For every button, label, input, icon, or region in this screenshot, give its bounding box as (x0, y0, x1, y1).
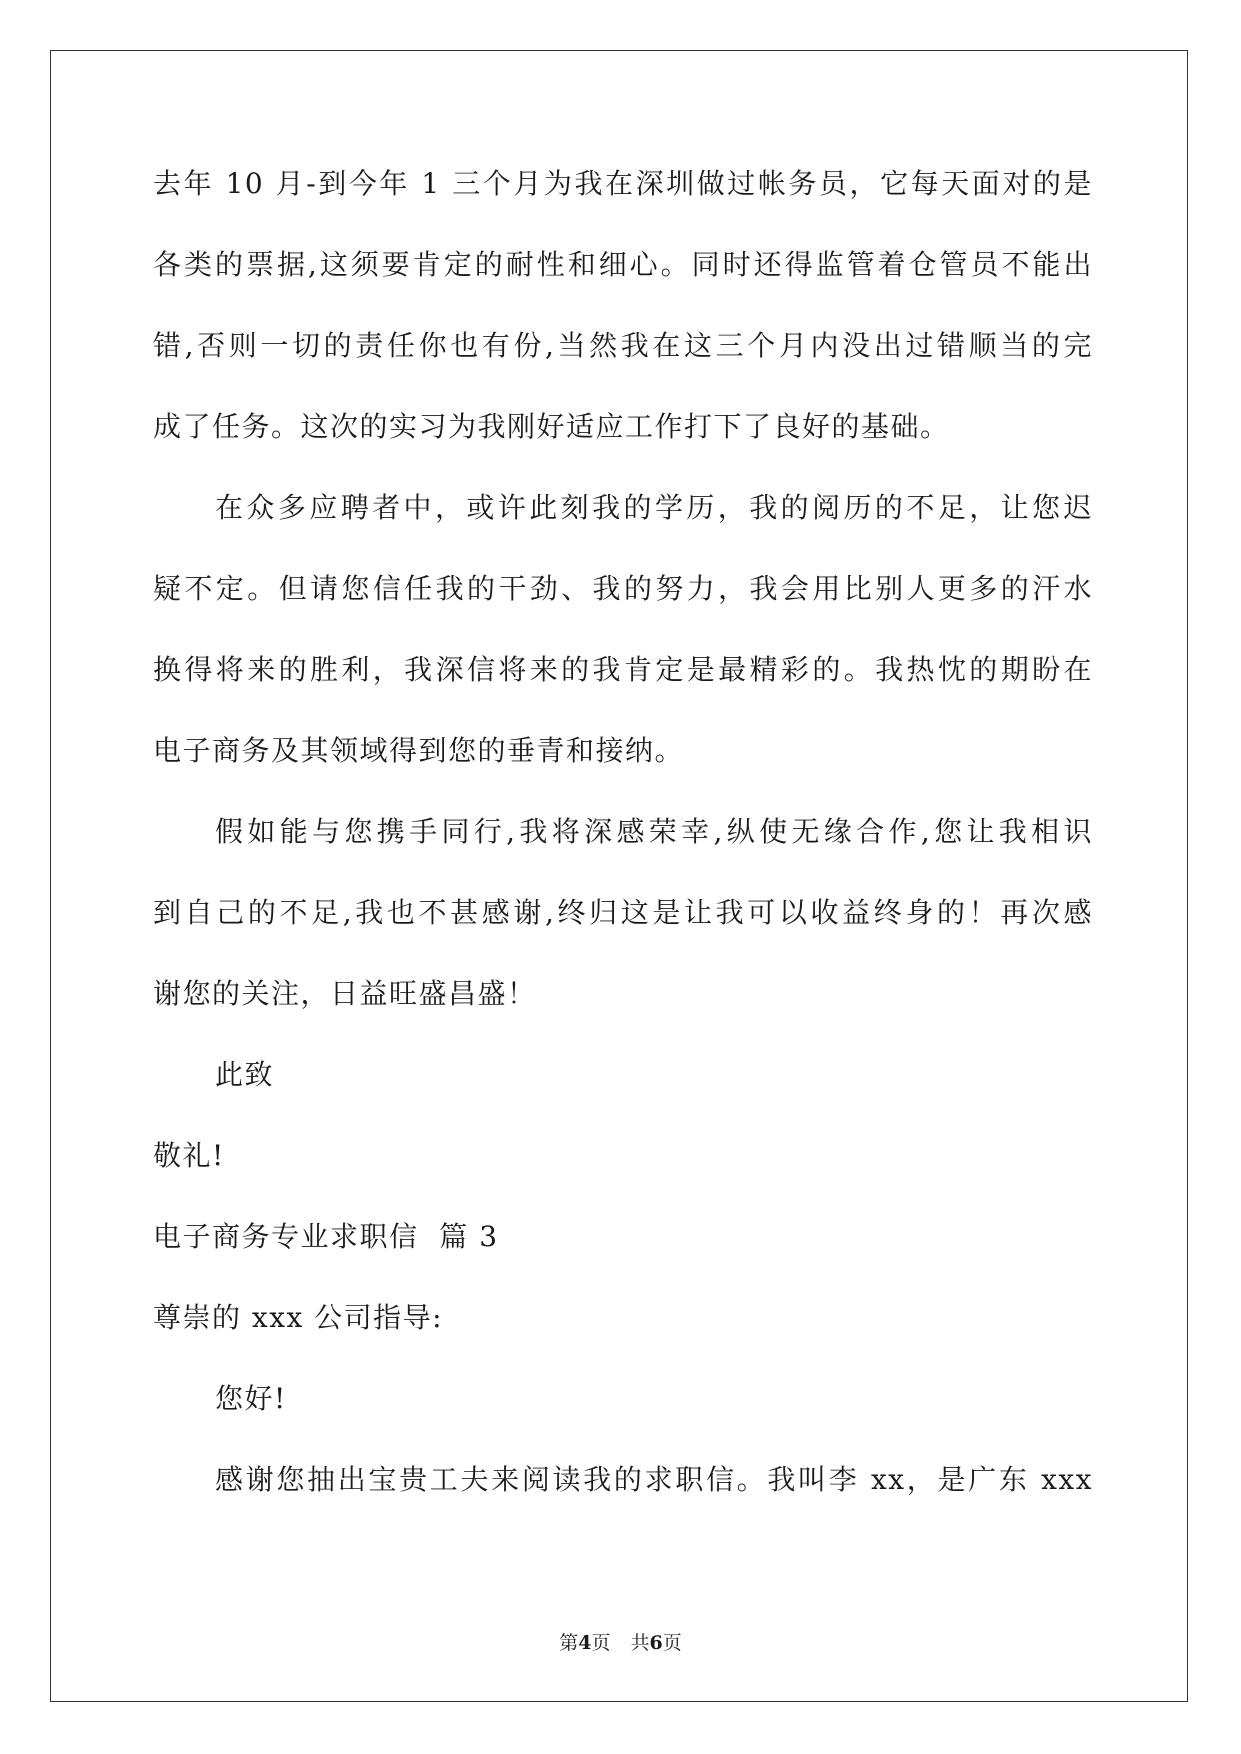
current-page-number: 4 (578, 1632, 592, 1654)
footer-page-suffix: 页 (591, 1632, 611, 1654)
total-page-number: 6 (649, 1632, 663, 1654)
footer-total-suffix: 页 (662, 1632, 682, 1654)
text-line: 疑不定。但请您信任我的干劲、我的努力，我会用比别人更多的汗水 (153, 572, 1093, 605)
text-line: 换得将来的胜利，我深信将来的我肯定是最精彩的。我热忱的期盼在 (153, 653, 1093, 686)
text-line: 去年 10 月-到今年 1 三个月为我在深圳做过帐务员，它每天面对的是 (153, 167, 1093, 200)
salutation-regards: 敬礼! (153, 1139, 225, 1172)
text-line: 成了任务。这次的实习为我刚好适应工作打下了良好的基础。 (153, 410, 950, 443)
text-line: 谢您的关注，日益旺盛昌盛！ (153, 977, 537, 1010)
document-body (153, 160, 1093, 1537)
letter-greeting: 您好! (215, 1382, 287, 1415)
section-heading: 电子商务专业求职信 篇 3 (153, 1220, 499, 1253)
text-line: 各类的票据,这须要肯定的耐性和细心。同时还得监管着仓管员不能出 (153, 248, 1093, 281)
text-line: 电子商务及其领域得到您的垂青和接纳。 (153, 734, 685, 767)
text-line: 到自己的不足,我也不甚感谢,终归这是让我可以收益终身的！再次感 (153, 896, 1093, 929)
text-line: 在众多应聘者中，或许此刻我的学历，我的阅历的不足，让您迟 (215, 491, 1093, 524)
text-line: 感谢您抽出宝贵工夫来阅读我的求职信。我叫李 xx，是广东 xxx (215, 1463, 1093, 1496)
text-line: 假如能与您携手同行,我将深感荣幸,纵使无缘合作,您让我相识 (215, 815, 1093, 848)
page-footer (0, 1630, 1241, 1656)
salutation-closing: 此致 (215, 1058, 275, 1091)
footer-prefix: 第 (559, 1632, 579, 1654)
letter-addressee: 尊崇的 xxx 公司指导: (153, 1301, 444, 1334)
footer-total-prefix: 共 (630, 1632, 650, 1654)
text-line: 错,否则一切的责任你也有份,当然我在这三个月内没出过错顺当的完 (153, 329, 1093, 362)
